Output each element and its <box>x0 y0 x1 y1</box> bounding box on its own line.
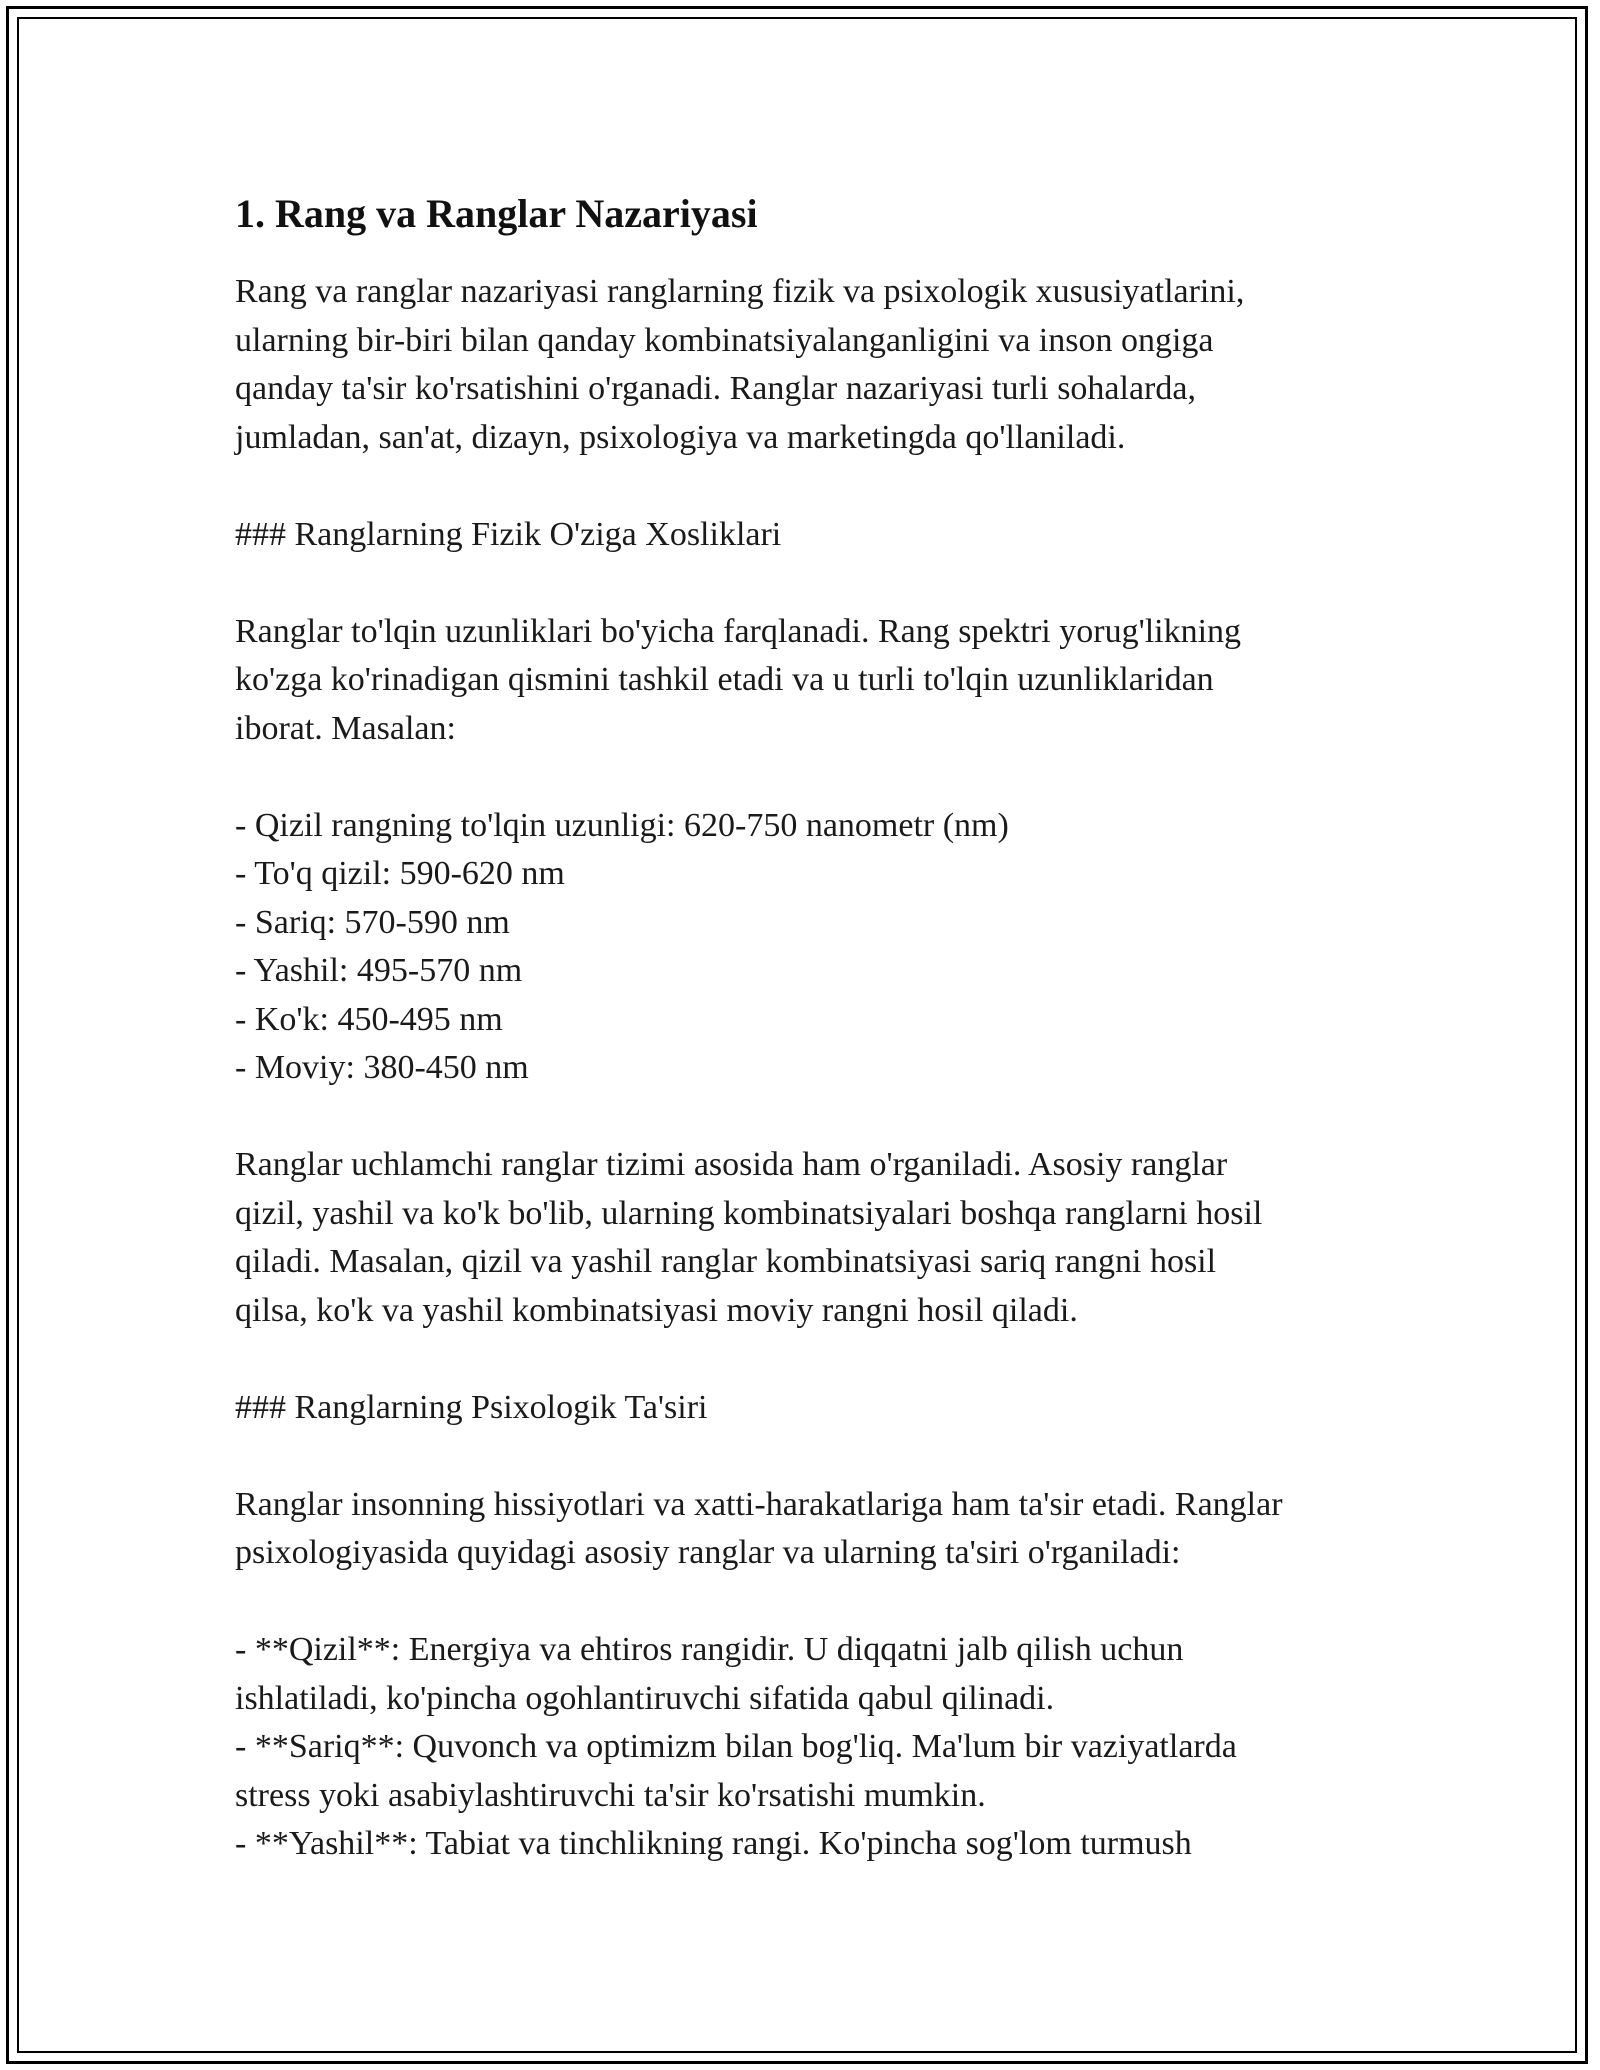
list-item: - Yashil: 495-570 nm <box>235 952 523 989</box>
text-line: iborat. Masalan: <box>235 709 456 747</box>
list-item: stress yoki asabiylashtiruvchi ta'sir ko'rsatishi mumkin. <box>235 1776 986 1814</box>
wavelength-list <box>235 802 1395 1093</box>
physical-paragraph <box>235 608 1395 754</box>
list-item: - **Qizil**: Energiya va ehtiros rangidir. U diqqatni jalb qilish uchun <box>235 1631 1184 1668</box>
subheading-physical: ### Ranglarning Fizik O'ziga Xosliklari <box>235 515 782 553</box>
text-line: jumladan, san'at, dizayn, psixologiya va marketingda qo'llaniladi. <box>235 418 1126 456</box>
text-line: Rang va ranglar nazariyasi ranglarning fizik va psixologik xususiyatlarini, <box>235 273 1245 310</box>
list-item: - To'q qizil: 590-620 nm <box>235 855 565 892</box>
list-item: ishlatiladi, ko'pincha ogohlantiruvchi sifatida qabul qilinadi. <box>235 1679 1055 1717</box>
primary-colors-paragraph <box>235 1141 1395 1335</box>
list-item: - Moviy: 380-450 nm <box>235 1049 529 1086</box>
psychology-list <box>235 1626 1395 1869</box>
section-title: 1. Rang va Ranglar Nazariyasi <box>235 191 758 236</box>
text-line: qiladi. Masalan, qizil va yashil ranglar kombinatsiyasi sariq rangni hosil <box>235 1243 1217 1280</box>
text-line: ularning bir-biri bilan qanday kombinatsiyalanganligini va inson ongiga <box>235 321 1214 359</box>
psychology-paragraph <box>235 1481 1395 1578</box>
text-line: Ranglar uchlamchi ranglar tizimi asosida ham o'rganiladi. Asosiy ranglar <box>235 1146 1228 1183</box>
text-line: Ranglar insonning hissiyotlari va xatti-harakatlariga ham ta'sir etadi. Ranglar <box>235 1485 1283 1523</box>
text-line: qilsa, ko'k va yashil kombinatsiyasi moviy rangni hosil qiladi. <box>235 1291 1078 1329</box>
list-item: - **Yashil**: Tabiat va tinchlikning rangi. Ko'pincha sog'lom turmush <box>235 1825 1192 1862</box>
text-line: qanday ta'sir ko'rsatishini o'rganadi. Ranglar nazariyasi turli sohalarda, <box>235 370 1196 407</box>
text-line: psixologiyasida quyidagi asosiy ranglar va ularning ta'siri o'rganiladi: <box>235 1534 1181 1571</box>
list-item: - Qizil rangning to'lqin uzunligi: 620-750 nanometr (nm) <box>235 806 1009 844</box>
text-line: ko'zga ko'rinadigan qismini tashkil etadi va u turli to'lqin uzunliklaridan <box>235 661 1214 698</box>
subheading-psychological: ### Ranglarning Psixologik Ta'siri <box>235 1388 708 1426</box>
list-item: - Ko'k: 450-495 nm <box>235 1000 503 1038</box>
intro-paragraph <box>235 268 1395 462</box>
list-item: - **Sariq**: Quvonch va optimizm bilan bog'liq. Ma'lum bir vaziyatlarda <box>235 1728 1237 1765</box>
text-line: qizil, yashil va ko'k bo'lib, ularning kombinatsiyalari boshqa ranglarni hosil <box>235 1194 1263 1232</box>
list-item: - Sariq: 570-590 nm <box>235 903 510 941</box>
document-body <box>235 186 1395 1869</box>
text-line: Ranglar to'lqin uzunliklari bo'yicha farqlanadi. Rang spektri yorug'likning <box>235 612 1242 650</box>
